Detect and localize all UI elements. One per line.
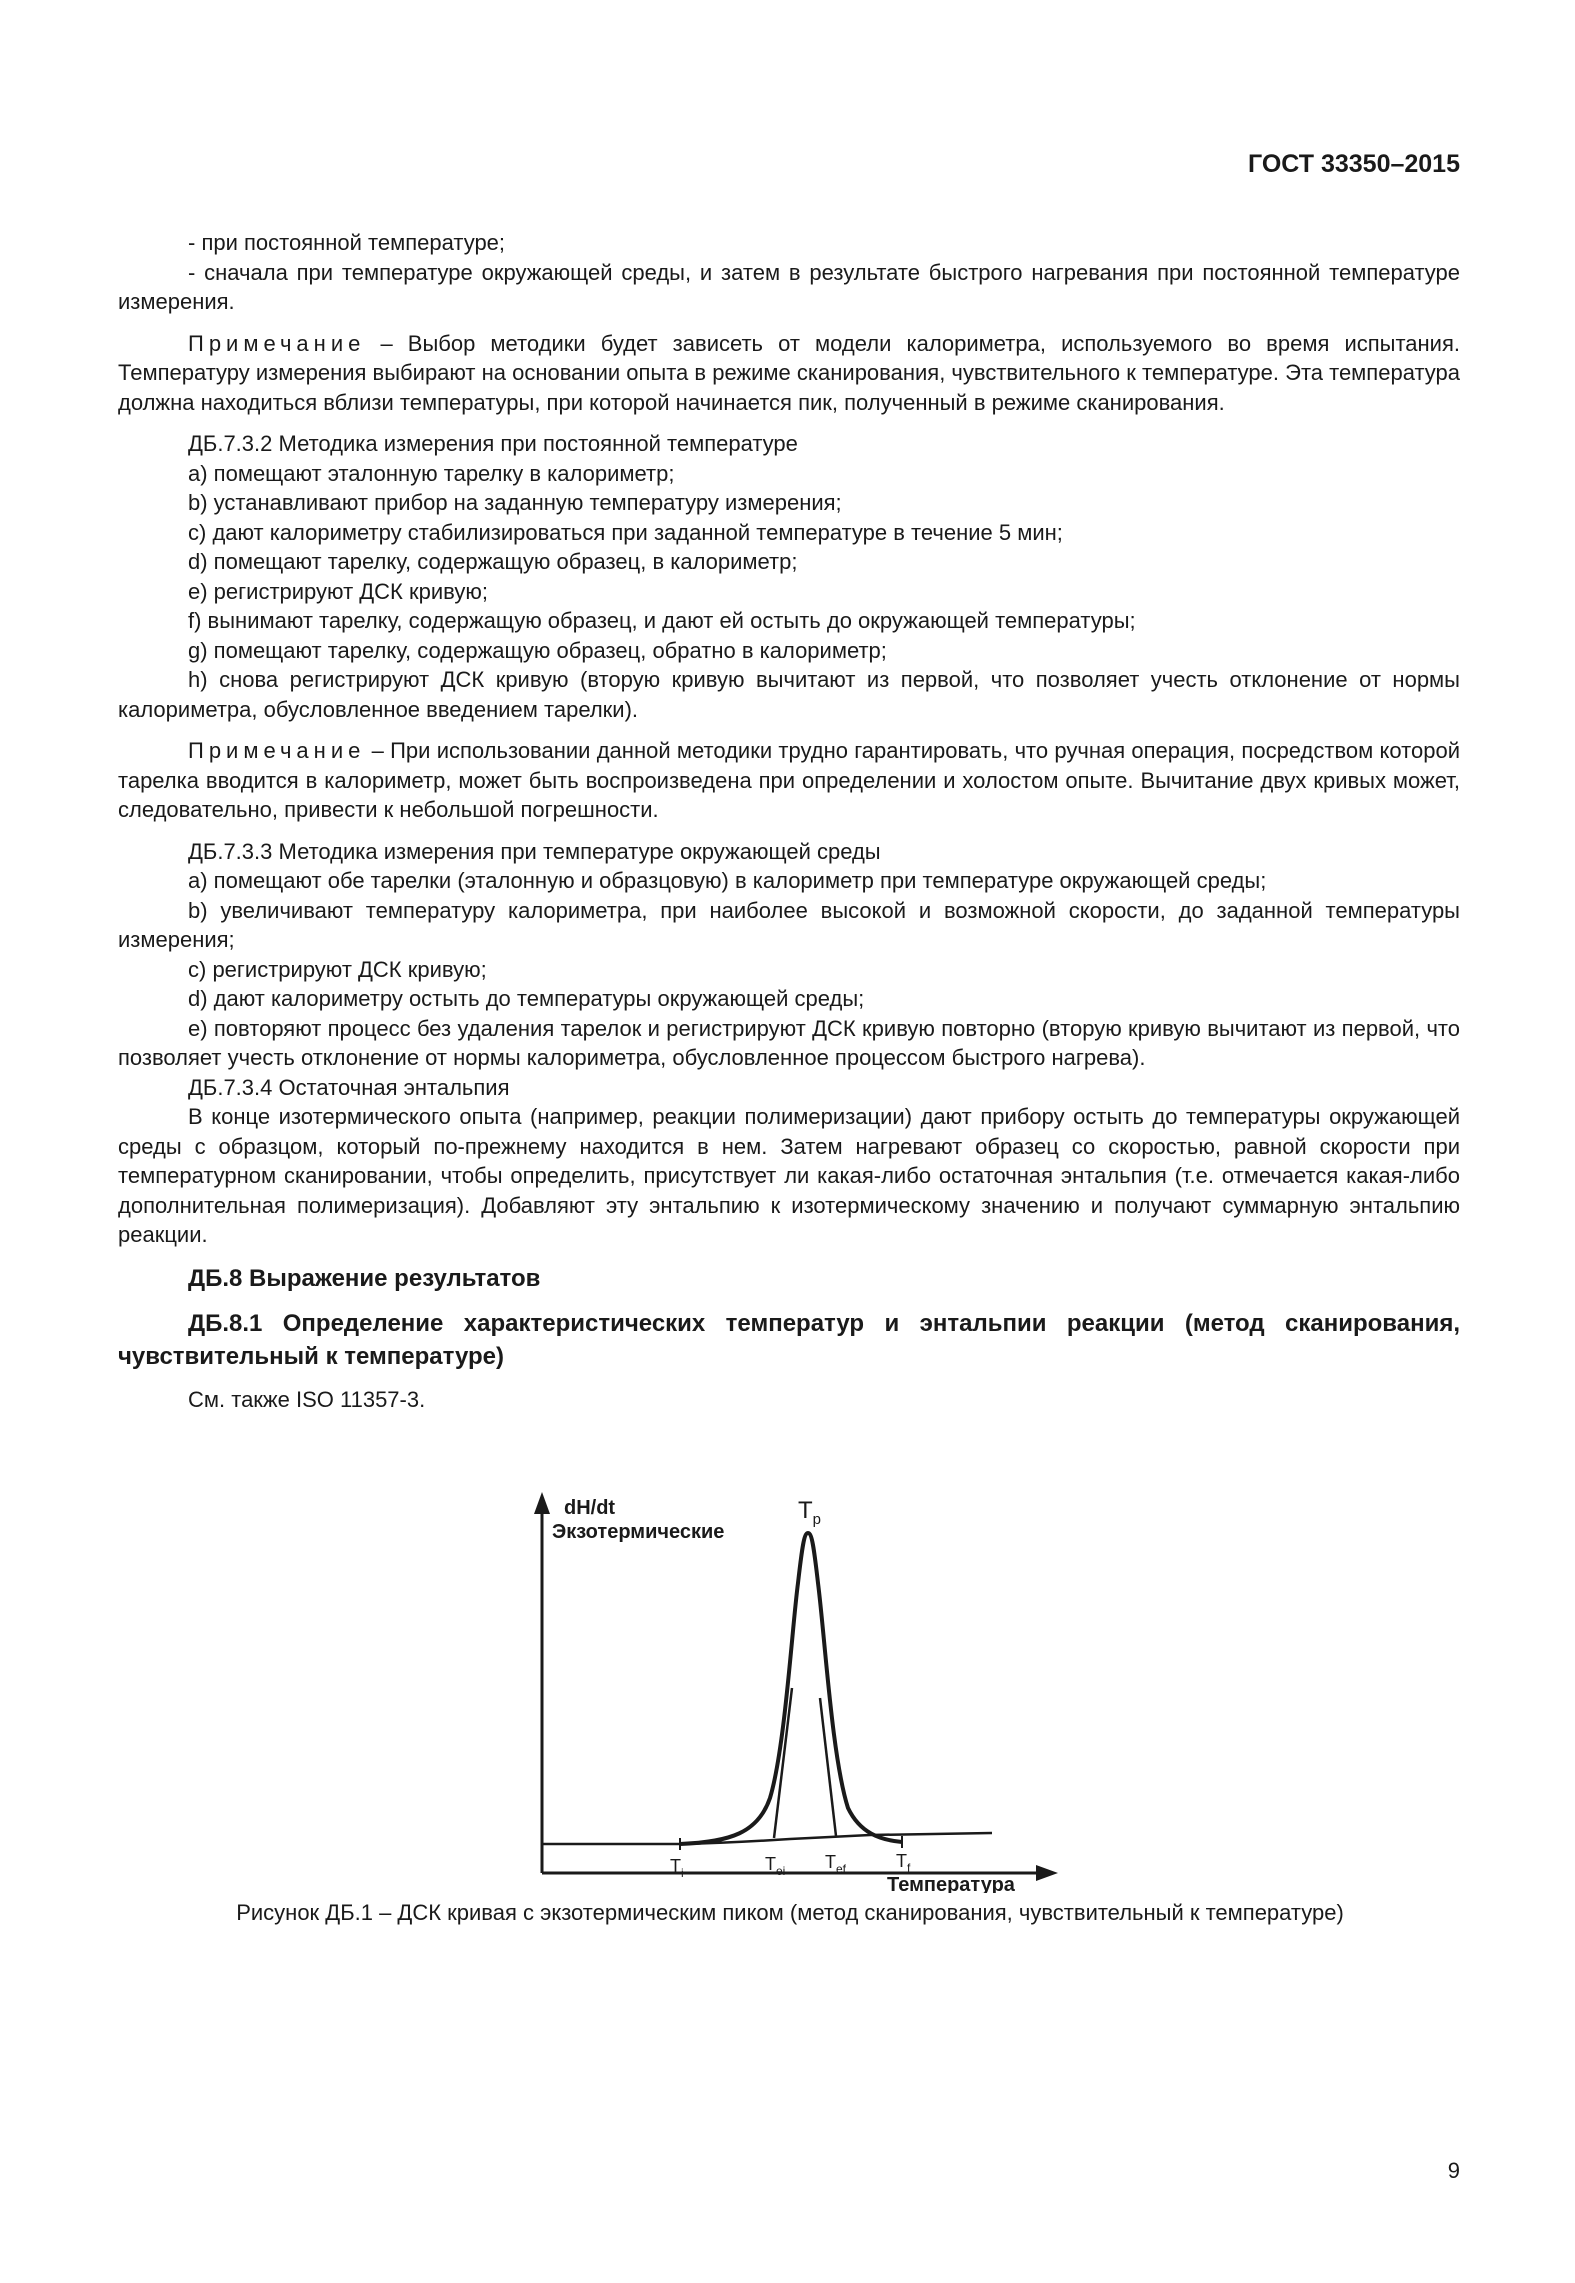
y-axis-label-1: dH/dt: [564, 1497, 616, 1519]
y-axis-arrow: [534, 1492, 550, 1514]
marker-tei-sub: ei: [776, 1864, 786, 1878]
y-axis-label-2: Экзотермические: [552, 1521, 725, 1543]
peak-label-main: T: [798, 1497, 813, 1524]
figure-caption: Рисунок ДБ.1 – ДСК кривая с экзотермическим пиком (метод сканирования, чувствительный к температуре): [236, 1900, 1344, 1925]
section-title: ДБ.7.3.2 Методика измерения при постоянной температуре: [188, 431, 798, 456]
list-item: e) регистрируют ДСК кривую;: [188, 578, 488, 604]
x-axis-label: Температура: [887, 1874, 1015, 1893]
subsection-heading: ДБ.8.1 Определение характеристических температур и энтальпии реакции (метод сканирования, чувствительный к температуре): [118, 1310, 1460, 1370]
marker-ti: [670, 1856, 684, 1880]
body-text: [118, 228, 1460, 1415]
list-item: - сначала при температуре окружающей среды, и затем в результате быстрого нагревания при постоянной температуре измерения.: [118, 259, 1460, 314]
note-text: – При использовании данной методики трудно гарантировать, что ручная операция, посредством которой тарелка вводится в калориметр, может быть воспроизведена при определении и холостом опыте. Вычитание двух кривых может, следовательно, привести к небольшой погрешности.: [118, 738, 1460, 822]
marker-ti-sub: i: [681, 1866, 684, 1880]
list-item: h) снова регистрируют ДСК кривую (вторую кривую вычитают из первой, что позволяет учесть отклонение от нормы калориметра, обусловленное введением тарелки).: [118, 667, 1460, 722]
marker-tf: [896, 1851, 911, 1875]
note-label: Примечание: [188, 330, 366, 356]
see-also-text: См. также ISO 11357-3.: [188, 1387, 426, 1412]
list-item: d) дают калориметру остыть до температуры окружающей среды;: [188, 986, 865, 1011]
dsc-curve-diagram: [530, 1488, 1070, 1893]
document-code: ГОСТ 33350–2015: [1248, 150, 1460, 178]
baseline: [542, 1833, 992, 1844]
list-item: d) помещают тарелку, содержащую образец, в калориметр;: [188, 549, 798, 574]
list-item: c) дают калориметру стабилизироваться при заданной температуре в течение 5 мин;: [188, 519, 1063, 545]
list-item: g) помещают тарелку, содержащую образец, обратно в калориметр;: [188, 637, 887, 663]
peak-label: [798, 1497, 821, 1528]
note-label: Примечание: [188, 738, 366, 763]
section-heading: ДБ.8 Выражение результатов: [188, 1264, 541, 1292]
marker-ti-main: T: [670, 1856, 681, 1876]
section-title: ДБ.7.3.4 Остаточная энтальпия: [188, 1074, 510, 1100]
note-text: – Выбор методики будет зависеть от модели калориметра, используемого во время испытания. Температуру измерения выбирают на основании опыта в режиме сканирования, чувствительного к температуре. Эта температура должна находиться вблизи температуры, при которой начинается пик, полученный в режиме сканирования.: [118, 330, 1460, 415]
list-item: b) увеличивают температуру калориметра, при наиболее высокой и возможной скорости, до заданной температуры измерения;: [118, 897, 1460, 952]
list-item: a) помещают эталонную тарелку в калориметр;: [188, 460, 675, 486]
marker-tef-sub: ef: [836, 1862, 847, 1876]
paragraph: В конце изотермического опыта (например, реакции полимеризации) дают прибору остыть до температуры окружающей среды с образцом, который по-прежнему находится в нем. Затем нагревают образец со скоростью, равной скорости при температурном сканировании, чтобы определить, присутствует ли какая-либо остаточная энтальпия (т.е. отмечается какая-либо дополнительная полимеризация). Добавляют эту энтальпию к изотермическому значению и получают суммарную энтальпию реакции.: [118, 1104, 1460, 1247]
peak-label-sub: p: [812, 1511, 822, 1528]
page-number: 9: [1447, 2158, 1460, 2183]
list-item: f) вынимают тарелку, содержащую образец, и дают ей остыть до окружающей температуры;: [188, 608, 1136, 633]
list-item: b) устанавливают прибор на заданную температуру измерения;: [188, 490, 842, 515]
list-item: e) повторяют процесс без удаления тарелок и регистрируют ДСК кривую повторно (вторую кривую вычитают из первой, что позволяет учесть отклонение от нормы калориметра, обусловленное процессом быстрого нагрева).: [118, 1015, 1460, 1070]
marker-tf-sub: f: [907, 1861, 911, 1875]
marker-tf-main: T: [896, 1851, 907, 1871]
list-item: - при постоянной температуре;: [188, 230, 506, 255]
list-item: c) регистрируют ДСК кривую;: [188, 956, 487, 982]
section-title: ДБ.7.3.3 Методика измерения при температуре окружающей среды: [188, 838, 881, 864]
x-axis-arrow: [1036, 1865, 1058, 1881]
note-paragraph: [118, 736, 1460, 825]
note-paragraph: [118, 329, 1460, 418]
dsc-figure: [530, 1488, 1070, 1893]
marker-tei-main: T: [765, 1854, 776, 1874]
marker-tef-main: T: [825, 1852, 836, 1872]
list-item: a) помещают обе тарелки (эталонную и образцовую) в калориметр при температуре окружающей среды;: [188, 868, 1267, 893]
